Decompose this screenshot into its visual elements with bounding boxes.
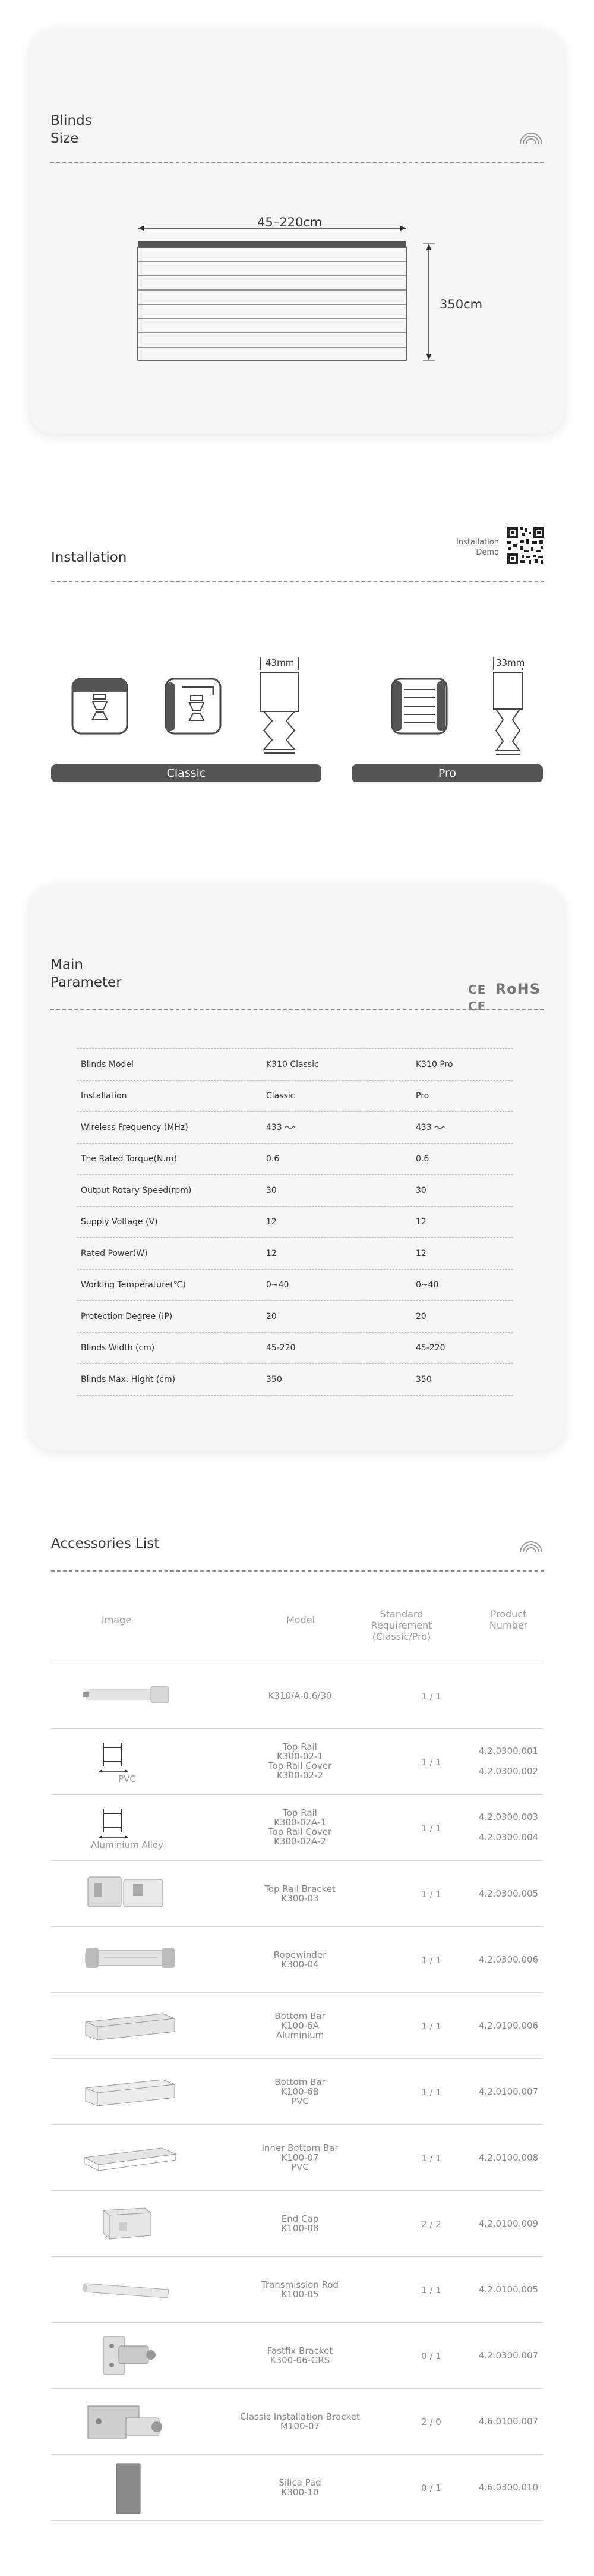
accessories-title: Accessories List	[51, 1536, 160, 1551]
classic-profile-icon	[255, 657, 303, 758]
param-row: Installation Classic Pro	[77, 1081, 513, 1112]
accessory-row-ropewinder: Ropewinder K300-04 1 / 1 4.2.0300.006	[51, 1926, 543, 1993]
accessory-row-motor: K310/A-0.6/30 1 / 1	[51, 1662, 543, 1729]
header-product-number: Product Number	[489, 1608, 528, 1631]
size-title: Blinds Size	[50, 113, 92, 146]
tubular-motor-image	[62, 1668, 192, 1723]
pro-pill: Pro	[352, 764, 543, 782]
header-model: Model	[286, 1614, 315, 1626]
header-standard-requirement: Standard Requirement (Classic/Pro)	[371, 1608, 432, 1642]
bottom-bar-aluminium-image	[62, 1998, 192, 2053]
param-row: Supply Voltage (V) 12 12	[77, 1207, 513, 1238]
rainbow-logo-icon	[518, 1539, 544, 1554]
bottom-bar-pvc-image	[62, 2064, 192, 2119]
ce-mark-left: CE	[468, 982, 486, 997]
accessory-row-bottom-bar-pvc: Bottom Bar K100-6B PVC 1 / 1 4.2.0100.007	[51, 2058, 543, 2125]
fastfix-bracket-image	[62, 2328, 192, 2383]
silica-pad-image	[62, 2460, 192, 2515]
qr-code-icon[interactable]	[506, 526, 545, 565]
classic-installation-bracket-image	[62, 2394, 192, 2449]
end-cap-image	[62, 2196, 192, 2251]
parameter-table	[77, 1048, 513, 1396]
pro-mount-icon	[391, 678, 448, 735]
accessory-row-end-cap: End Cap K100-08 2 / 2 4.2.0100.009	[51, 2190, 543, 2257]
accessory-row-silica-pad: Silica Pad K300-10 0 / 1 4.6.0300.010	[51, 2454, 543, 2521]
rainbow-logo-icon	[518, 131, 544, 145]
param-row: Blinds Max. Hight (cm) 350 350	[77, 1364, 513, 1396]
param-row: The Rated Torque(N.m) 0.6 0.6	[77, 1144, 513, 1175]
param-row: Working Temperature(℃) 0~40 0~40	[77, 1270, 513, 1301]
wireless-icon	[285, 1125, 295, 1130]
ce-mark-right: CE	[468, 999, 486, 1013]
blinds-size-card	[30, 30, 564, 434]
parameter-divider	[50, 1009, 544, 1010]
classic-side-mount-icon	[165, 678, 222, 735]
pro-dim-label: 33mm	[496, 657, 525, 668]
param-row: Blinds Width (cm) 45-220 45-220	[77, 1333, 513, 1364]
accessory-row-transmission-rod: Transmission Rod K100-05 1 / 1 4.2.0100.005	[51, 2256, 543, 2323]
param-row: Output Rotary Speed(rpm) 30 30	[77, 1175, 513, 1207]
transmission-rod-image	[62, 2262, 192, 2317]
accessory-row-top-rail-bracket: Top Rail Bracket K300-03 1 / 1 4.2.0300.005	[51, 1860, 543, 1927]
installation-title: Installation	[51, 550, 127, 565]
inner-bottom-bar-image	[62, 2130, 192, 2185]
param-row: Blinds Model K310 Classic K310 Pro	[77, 1049, 513, 1081]
height-label: 350cm	[440, 297, 483, 311]
qr-label: Installation Demo	[456, 538, 499, 557]
header-image: Image	[101, 1614, 132, 1626]
classic-dim-label: 43mm	[266, 657, 295, 668]
accessory-row-bottom-bar-aluminium: Bottom Bar K100-6A Aluminium 1 / 1 4.2.0100.006	[51, 1992, 543, 2059]
wireless-icon	[434, 1125, 445, 1130]
accessory-row-fastfix-bracket: Fastfix Bracket K300-06-GRS 0 / 1 4.2.0300.007	[51, 2322, 543, 2389]
param-row: Protection Degree (IP) 20 20	[77, 1301, 513, 1333]
blind-size-diagram	[131, 220, 451, 374]
param-row: Rated Power(W) 12 12	[77, 1238, 513, 1270]
pro-profile-icon	[490, 657, 526, 758]
rohs-mark: RoHS	[495, 981, 541, 997]
width-label: 45–220cm	[257, 215, 323, 229]
installation-divider	[51, 581, 544, 582]
classic-top-mount-icon	[71, 678, 128, 735]
top-rail-bracket-image	[62, 1866, 192, 1921]
classic-pill: Classic	[51, 764, 321, 782]
accessory-row-top-rail-pvc: PVC Top Rail K300-02-1 Top Rail Cover K300-02-2 1 / 1 4.2.0300.001 4.2.0300.002	[51, 1728, 543, 1795]
size-divider	[50, 162, 544, 163]
accessory-row-inner-bottom-bar: Inner Bottom Bar K100-07 PVC 1 / 1 4.2.0100.008	[51, 2124, 543, 2191]
accessory-row-classic-installation-bracket: Classic Installation Bracket M100-07 2 / 0 4.6.0100.007	[51, 2388, 543, 2455]
parameter-title: Main Parameter	[50, 957, 122, 990]
accessories-divider	[51, 1570, 544, 1572]
param-row: Wireless Frequency (MHz) 433 433	[77, 1112, 513, 1144]
accessory-row-top-rail-aluminium: Aluminium Alloy Top Rail K300-02A-1 Top Rail Cover K300-02A-2 1 / 1 4.2.0300.003 4.2.0300.004	[51, 1794, 543, 1861]
ropewinder-image	[62, 1932, 192, 1987]
